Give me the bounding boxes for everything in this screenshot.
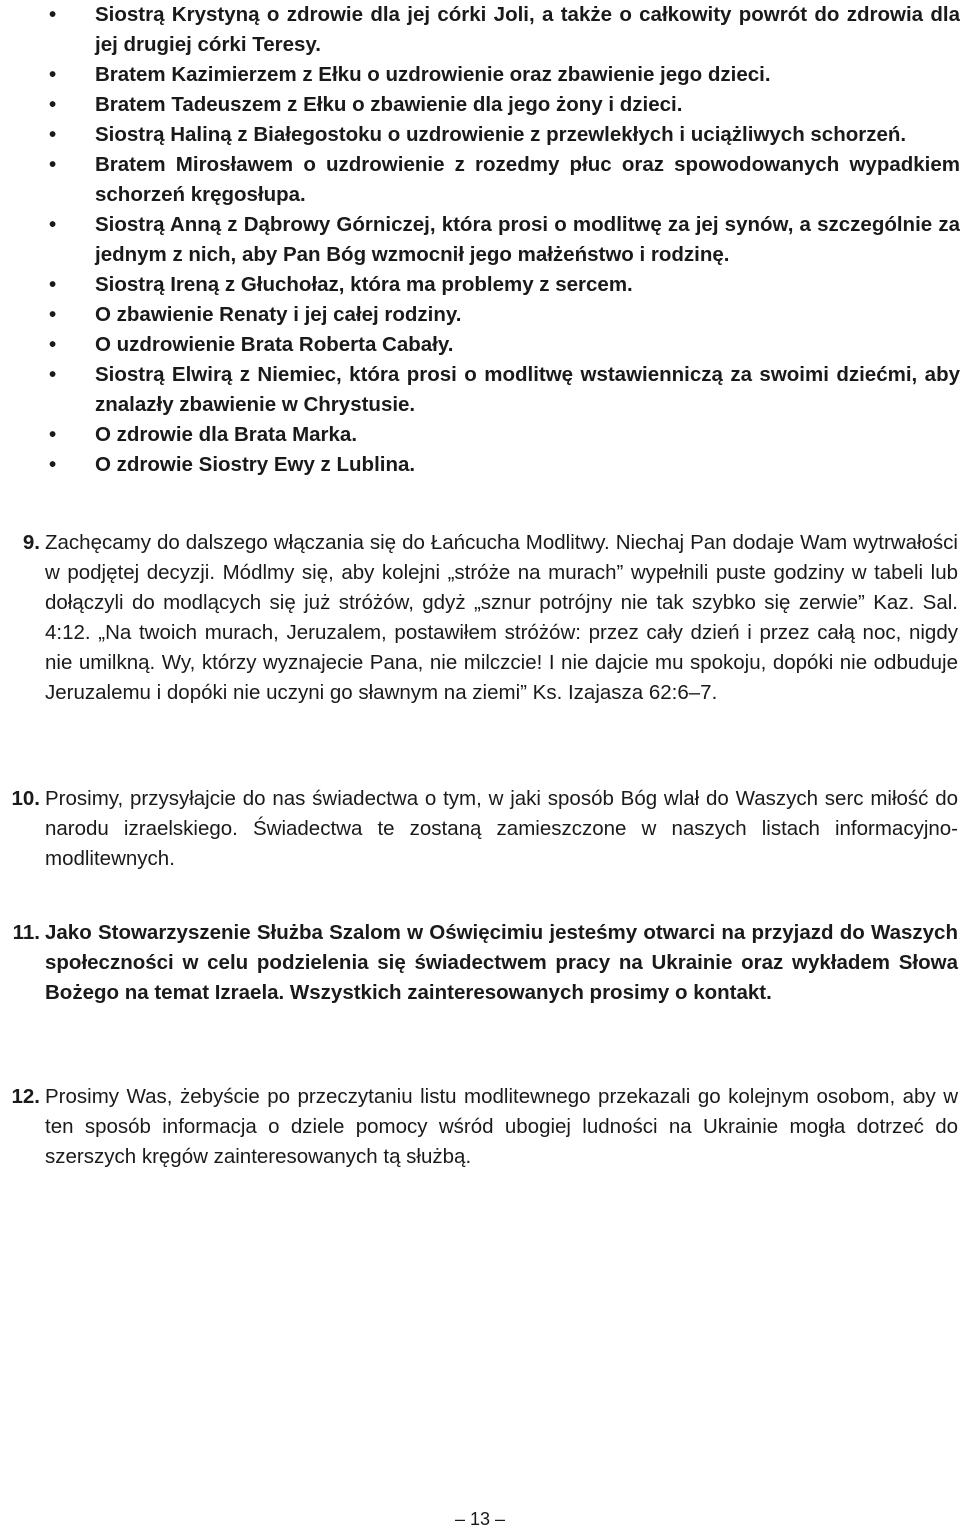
paragraph-number: 12. [11, 1085, 40, 1108]
bullet-icon: • [49, 93, 57, 116]
paragraph-number: 11. [12, 921, 40, 944]
list-item: • Bratem Kazimierzem z Ełku o uzdrowienie oraz zbawienie jego dzieci. [0, 60, 960, 90]
paragraph-11 [0, 918, 960, 1008]
list-item: • Siostrą Ireną z Głuchołaz, która ma problemy z sercem. [0, 270, 960, 300]
paragraph-number: 9. [22, 531, 40, 554]
bullet-icon: • [49, 423, 57, 446]
bullet-icon: • [49, 63, 57, 86]
bullet-icon: • [49, 3, 57, 26]
paragraph-9 [0, 528, 960, 708]
bullet-icon: • [49, 333, 57, 356]
list-item: • O uzdrowienie Brata Roberta Cabały. [0, 330, 960, 360]
paragraph-text: Prosimy, przysyłajcie do nas świadectwa o tym, w jaki sposób Bóg wlał do Waszych serc miłość do narodu izraelskiego. Świadectwa te zostaną zamieszczone w naszych listach informacyjno-modlitewnych. [45, 787, 958, 870]
paragraph-text: Zachęcamy do dalszego włączania się do Łańcucha Modlitwy. Niechaj Pan dodaje Wam wytrwałości w podjętej decyzji. Módlmy się, aby kolejni „stróże na murach” wypełnili puste godziny w tabeli lub dołączyli do modlących się już stróżów, gdyż „sznur potrójny nie tak szybko się zerwie” Kaz. Sal. 4:12. „Na twoich murach, Jeruzalem, postawiłem stróżów: przez cały dzień i przez całą noc, nigdy nie umilkną. Wy, którzy wyznajecie Pana, nie milczcie! I nie dajcie mu spokoju, dopóki nie odbuduje Jeruzalemu i dopóki nie uczyni go sławnym na ziemi” Ks. Izajasza 62:6–7. [45, 531, 958, 704]
page-number: – 13 – [454, 1509, 506, 1529]
list-item: • O zdrowie dla Brata Marka. [0, 420, 960, 450]
bullet-icon: • [49, 273, 57, 296]
list-item: • Siostrą Krystyną o zdrowie dla jej córki Joli, a także o całkowity powrót do zdrowia dla jej drugiej córki Teresy. [0, 0, 960, 60]
bullet-icon: • [49, 153, 57, 176]
list-item: • O zdrowie Siostry Ewy z Lublina. [0, 450, 960, 480]
list-item: • Siostrą Anną z Dąbrowy Górniczej, która prosi o modlitwę za jej synów, a szczególnie za jednym z nich, aby Pan Bóg wzmocnił jego małżeństwo i rodzinę. [0, 210, 960, 270]
list-item: • Bratem Mirosławem o uzdrowienie z rozedmy płuc oraz spowodowanych wypadkiem schorzeń kręgosłupa. [0, 150, 960, 210]
paragraph-10 [0, 784, 960, 874]
list-item: • Siostrą Haliną z Białegostoku o uzdrowienie z przewlekłych i uciążliwych schorzeń. [0, 120, 960, 150]
paragraph-text: Jako Stowarzyszenie Służba Szalom w Oświęcimiu jesteśmy otwarci na przyjazd do Waszych społeczności w celu podzielenia się świadectwem pracy na Ukrainie oraz wykładem Słowa Bożego na temat Izraela. Wszystkich zainteresowanych prosimy o kontakt. [45, 921, 958, 1004]
bullet-icon: • [49, 363, 57, 386]
bullet-icon: • [49, 213, 57, 236]
bullet-icon: • [49, 303, 57, 326]
list-item: • O zbawienie Renaty i jej całej rodziny. [0, 300, 960, 330]
list-item: • Bratem Tadeuszem z Ełku o zbawienie dla jego żony i dzieci. [0, 90, 960, 120]
paragraph-number: 10. [11, 787, 40, 810]
list-item: • Siostrą Elwirą z Niemiec, która prosi o modlitwę wstawienniczą za swoimi dziećmi, aby znalazły zbawienie w Chrystusie. [0, 360, 960, 420]
paragraph-12 [0, 1082, 960, 1172]
prayer-intentions-list [0, 0, 960, 480]
bullet-icon: • [49, 123, 57, 146]
bullet-icon: • [49, 453, 57, 476]
paragraph-text: Prosimy Was, żebyście po przeczytaniu listu modlitewnego przekazali go kolejnym osobom, aby w ten sposób informacja o dziele pomocy wśród ubogiej ludności na Ukrainie mogła dotrzeć do szerszych kręgów zainteresowanych tą służbą. [45, 1085, 958, 1168]
